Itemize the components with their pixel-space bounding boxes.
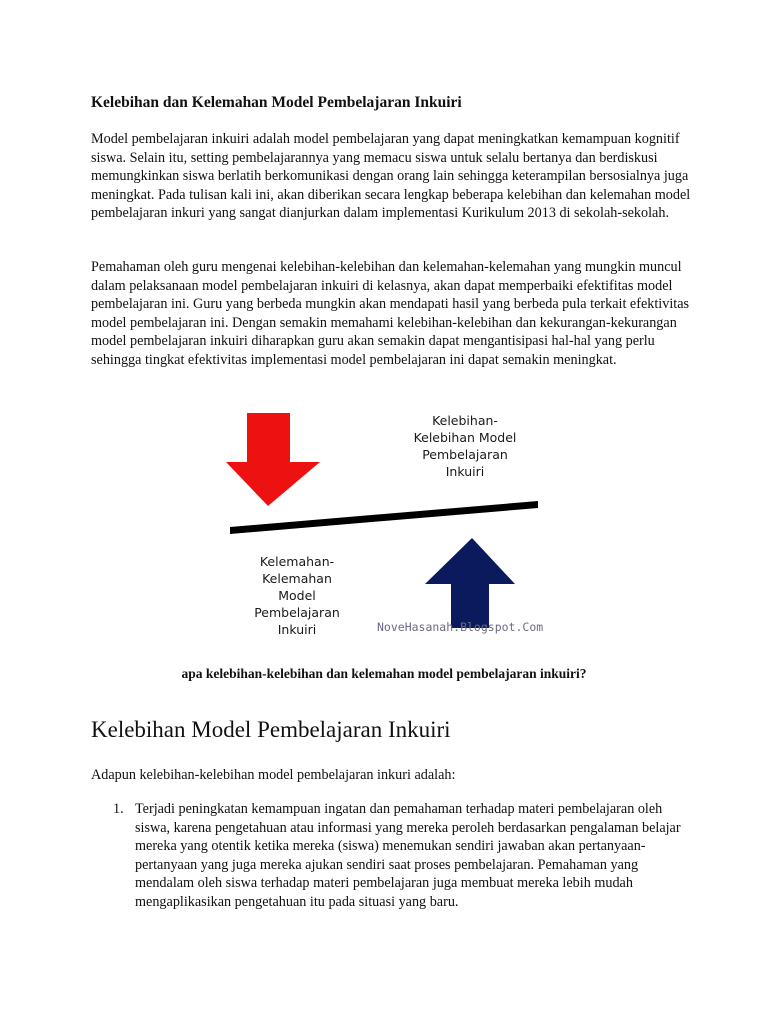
section-heading: Kelebihan Model Pembelajaran Inkuiri: [91, 717, 451, 742]
disadvantages-label: Kelemahan- Kelemahan Model Pembelajaran Inkuiri: [254, 554, 340, 637]
list-item: [91, 800, 691, 911]
section-intro: Adapun kelebihan-kelebihan model pembelajaran inkuri adalah:: [91, 767, 456, 783]
list-item-number: 1.: [113, 801, 124, 817]
advantages-label: Kelebihan- Kelebihan Model Pembelajaran Inkuiri: [413, 413, 517, 479]
teacher-understanding-paragraph: Pemahaman oleh guru mengenai kelebihan-kelebihan dan kelemahan-kelemahan yang mungkin muncul dalam pelaksanaan model pembelajaran inkuiri di kelasnya, akan dapat memperbaiki efektifitas model pembelajaran ini. Guru yang berbeda mungkin akan mendapati hasil yang berbeda pula terkait efektivitas model pembelajaran ini. Dengan semakin memahami kelebihan-kelebihan dan kekurangan-kekurangan model pembelajaran inkuiri diharapkan guru akan semakin dapat mengantisipasi hal-hal yang perlu sehingga tingkat efektivitas implementasi model pembelajaran ini dapat semakin meningkat.: [91, 259, 690, 368]
blog-watermark: NoveHasanah.Blogspot.Com: [377, 620, 544, 634]
up-arrow-shape: [425, 538, 515, 628]
document-title: Kelebihan dan Kelemahan Model Pembelajaran Inkuiri: [91, 94, 462, 111]
figure-caption: apa kelebihan-kelebihan dan kelemahan model pembelajaran inkuiri?: [181, 666, 587, 681]
down-arrow-shape: [226, 413, 320, 506]
intro-paragraph: Model pembelajaran inkuiri adalah model pembelajaran yang dapat meningkatkan kemampuan kognitif siswa. Selain itu, setting pembelajarannya yang memacu siswa untuk selalu bertanya dan berdiskusi memungkinkan siswa berlatih berkomunikasi dengan orang lain sehingga keterampilan bersosialnya juga meningkat. Pada tulisan kali ini, akan diberikan secara lengkap beberapa kelebihan dan kelemahan model pembelajaran inkuri yang sangat dianjurkan dalam implementasi Kurikulum 2013 di sekolah-sekolah.: [91, 131, 691, 221]
balance-beam: [230, 501, 538, 534]
list-item-text: Terjadi peningkatan kemampuan ingatan dan pemahaman terhadap materi pembelajaran oleh siswa, karena pengetahuan atau informasi yang mereka peroleh berdasarkan pengalaman belajar mereka yang otentik ketika mereka (siswa) menemukan sendiri jawaban akan pertanyaan-pertanyaan yang juga mereka ajukan sendiri saat proses pembelajaran. Pemahaman yang mendalam oleh siswa terhadap materi pembelajaran juga membuat mereka lebih mudah mengaplikasikan pengetahuan itu pada situasi yang baru.: [135, 801, 681, 910]
balance-illustration: [222, 400, 552, 645]
advantages-list: [91, 800, 691, 911]
